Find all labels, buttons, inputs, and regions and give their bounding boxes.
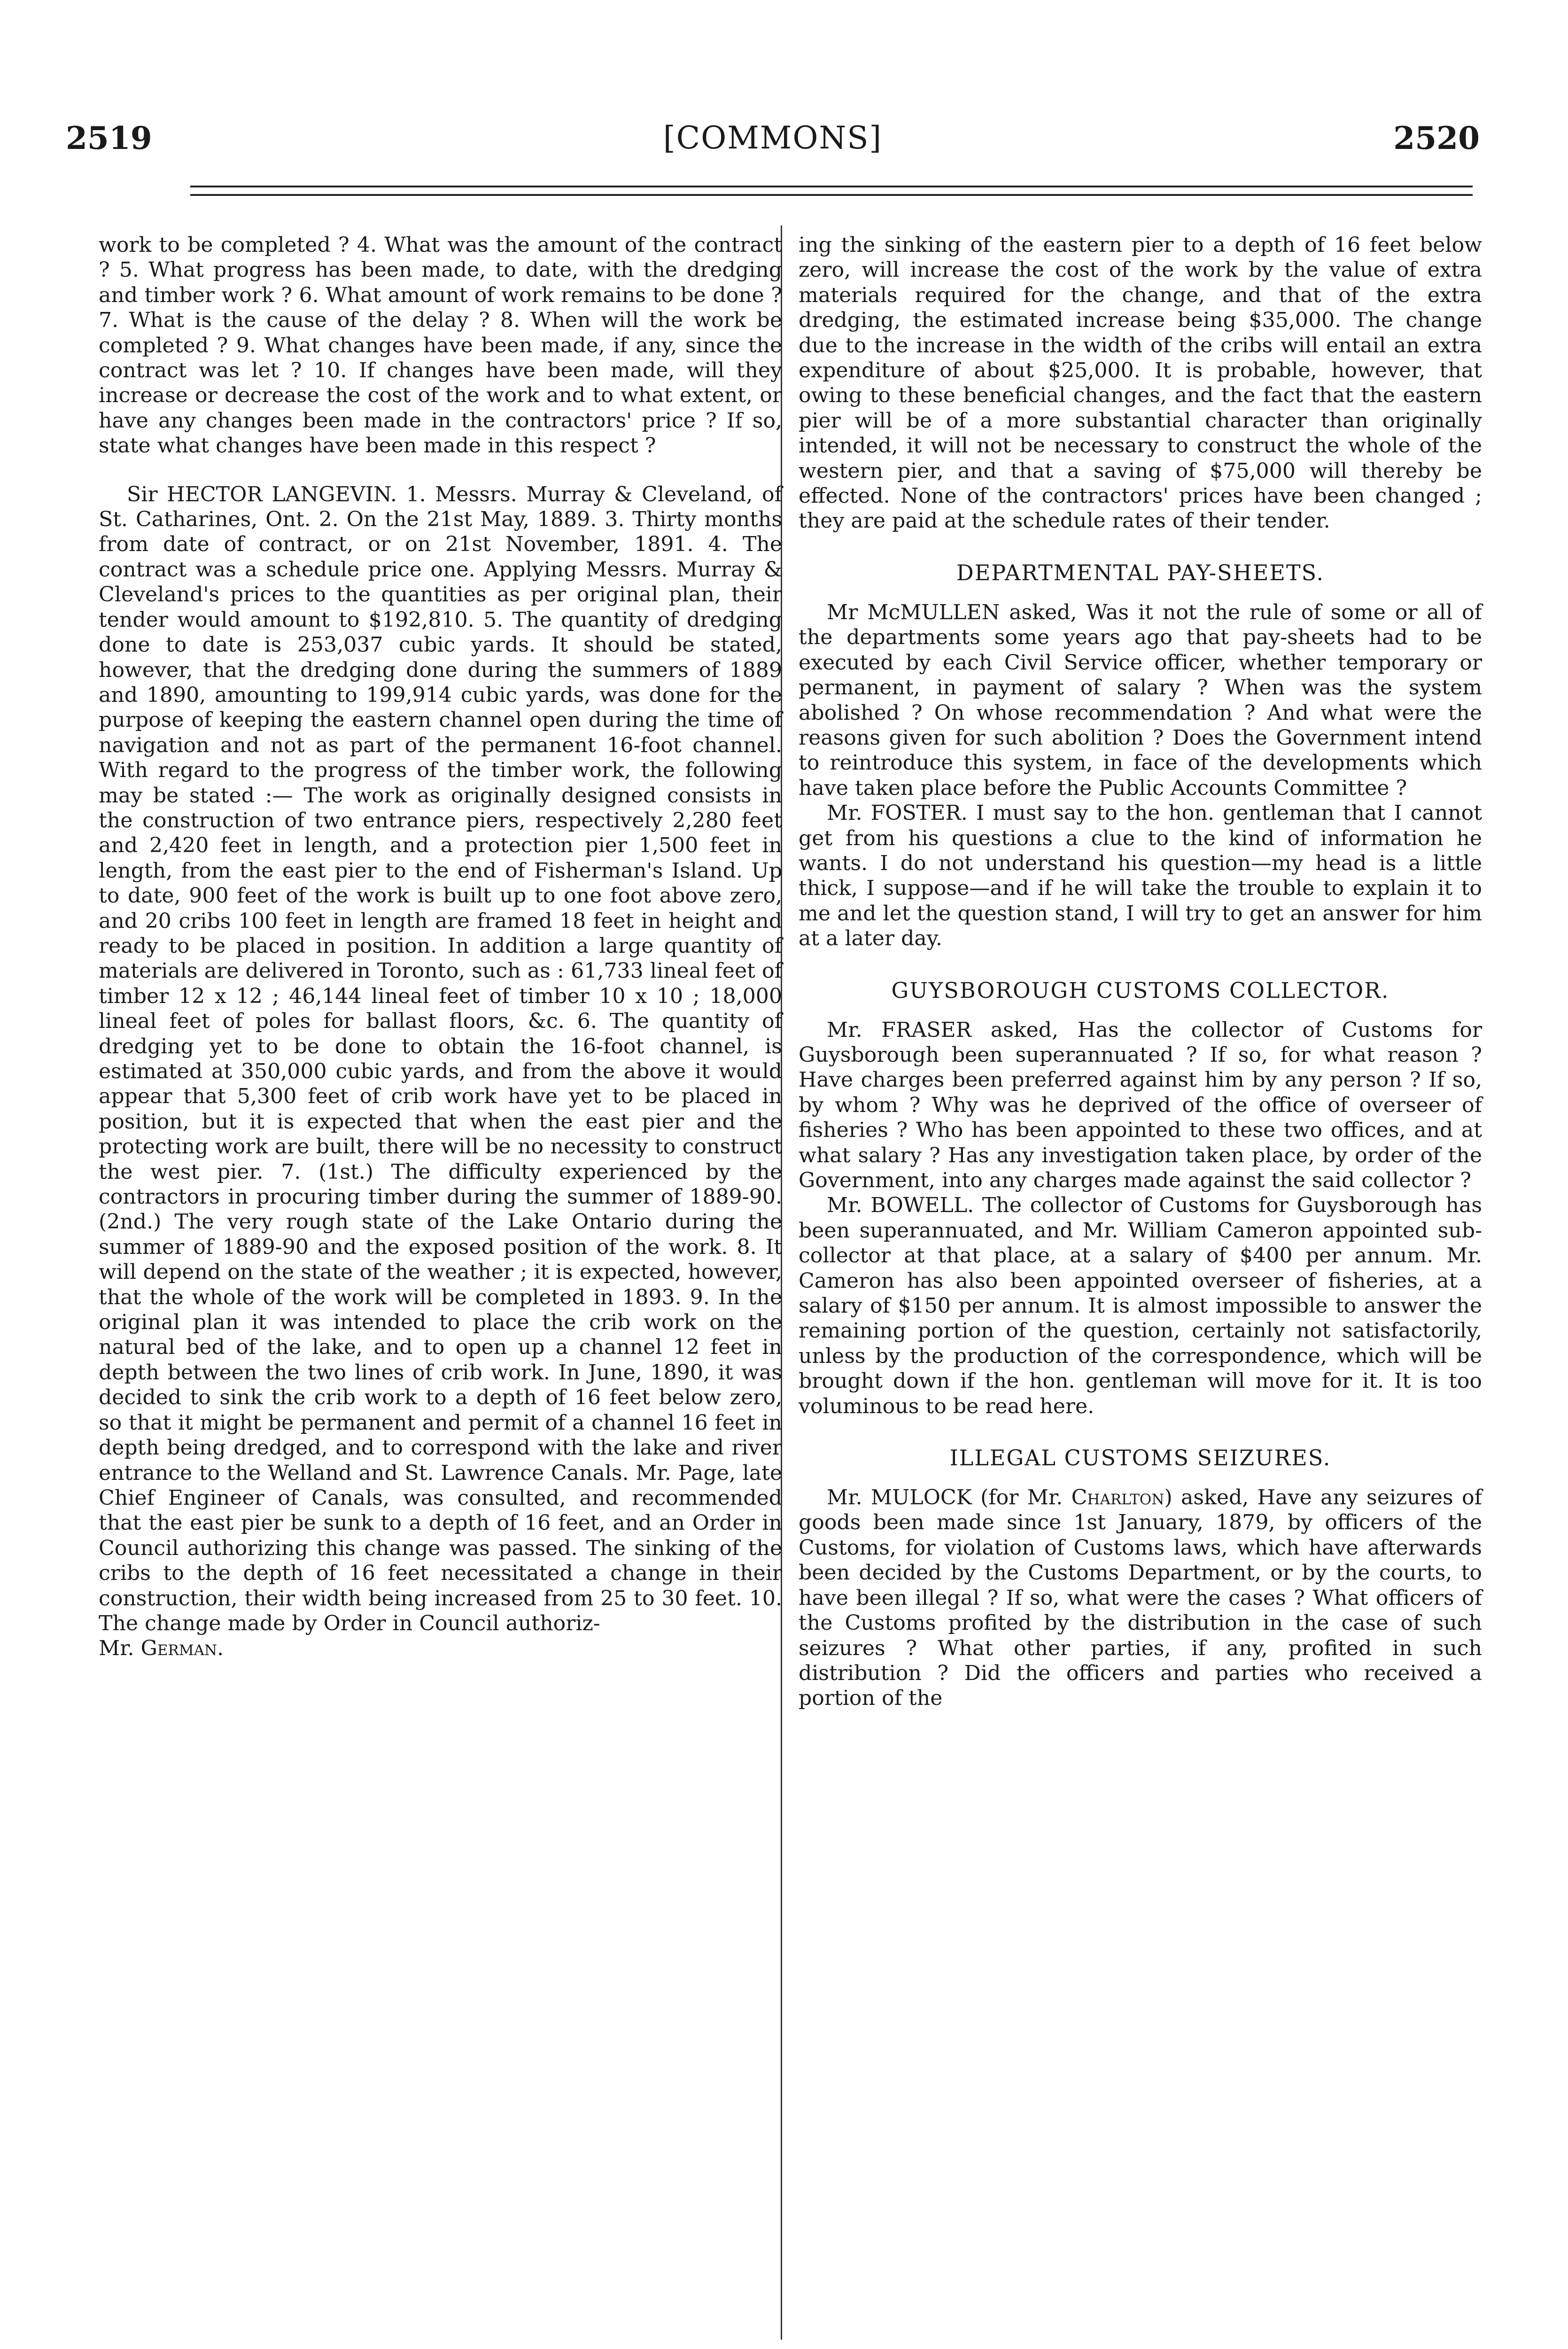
mulock-question [799, 1485, 1482, 1711]
signoff-name: German. [140, 1636, 224, 1661]
signoff [99, 1636, 782, 1661]
right-page-number: 2520 [1393, 120, 1480, 156]
left-page-number: 2519 [66, 120, 152, 156]
fraser-question: Mr. FRASER asked, Has the collector of Customs for Guysborough been superannuated ? If so, for what reason ? Have charges been preferred against him by any person ? If so, by whom ? Why was he deprived of the office of overseer of fisheries ? Who has been appointed to these two offices, and at what salary ? Has any investigation taken place, by order of the Government, into any charges made against the said collector ? [799, 1018, 1482, 1192]
left-column [99, 233, 782, 1661]
header-rule-top [190, 186, 1473, 187]
foster-answer: Mr. FOSTER. I must say to the hon. gentleman that I cannot get from his questions a clue to the kind of information he wants. I do not understand his question—my head is a little thick, I suppose—and if he will take the trouble to explain it to me and let the question stand, I will try to get an answer for him at a later day. [799, 801, 1482, 951]
page-header [66, 120, 1480, 162]
mulock-rest: ) asked, Have any seizures of goods been made since 1st January, 1879, by officers of the Customs, for violation of Customs laws, which have afterwards been decided by the Customs Department, or by the courts, to have been illegal ? If so, what were the cases ? What officers of the Customs profited by the distribution in the case of such seizures ? What other parties, if any, profited in such distribution ? Did the officers and parties who received a portion of the [799, 1486, 1482, 1711]
mcmullen-question: Mr McMULLEN asked, Was it not the rule of some or all of the departments some years ago that pay-sheets had to be executed by each Civil Service officer, whether temporary or permanent, in payment of salary ? When was the system abolished ? On whose recommendation ? And what were the reasons given for such abolition ? Does the Government intend to reintroduce this system, in face of the developments which have taken place before the Public Accounts Committee ? [799, 600, 1482, 800]
answer-continuation: ing the sinking of the eastern pier to a depth of 16 feet below zero, will increase the cost of the work by the value of extra materials required for the change, and that of the extra dredging, the estimated increase being $35,000. The change due to the increase in the width of the cribs will entail an extra expenditure of about $25,000. It is probable, however, that owing to these beneficial changes, and the fact that the eastern pier will be of a more substantial character than originally intended, it will not be necessary to construct the whole of the western pier, and that a saving of $75,000 will thereby be effected. None of the contractors' prices have been changed ; they are paid at the schedule rates of their tender. [799, 233, 1482, 533]
question-continuation: work to be completed ? 4. What was the amount of the contract ? 5. What progress has been made, to date, with the dredging and timber work ? 6. What amount of work remains to be done ? 7. What is the cause of the delay ? 8. When will the work be completed ? 9. What changes have been made, if any, since the contract was let ? 10. If changes have been made, will they increase or decrease the cost of the work and to what extent, or have any changes been made in the contractors' price ? If so, state what changes have been made in this respect ? [99, 233, 782, 458]
right-column [799, 233, 1482, 1711]
langevin-answer: Sir HECTOR LANGEVIN. 1. Messrs. Murray & Cleveland, of St. Catharines, Ont. 2. On the 21st May, 1889. 3. Thirty months from date of contract, or on 21st November, 1891. 4. The contract was a schedule price one. Applying Messrs. Murray & Cleveland's prices to the quantities as per original plan, their tender would amount to $192,810. 5. The quantity of dredging done to date is 253,037 cubic yards. It should be stated, however, that the dredging done during the summers of 1889 and 1890, amounting to 199,914 cubic yards, was done for the purpose of keeping the eastern channel open during the time of navigation and not as part of the permanent 16-foot channel. With regard to the progress of the timber work, the following may be stated :— The work as originally designed consists in the construction of two entrance piers, respectively 2,280 feet and 2,420 feet in length, and a protection pier 1,500 feet in length, from the east pier to the end of Fisherman's Island. Up to date, 900 feet of the work is built up to one foot above zero, and 20 cribs 100 feet in length are framed 18 feet in height and ready to be placed in position. In addition a large quantity of materials are delivered in Toronto, such as : 61,733 lineal feet of timber 12 x 12 ; 46,144 lineal feet of timber 10 x 10 ; 18,000 lineal feet of poles for ballast floors, &c. 6. The quantity of dredging yet to be done to obtain the 16-foot channel, is estimated at 350,000 cubic yards, and from the above it would appear that 5,300 feet of crib work have yet to be placed in position, but it is expected that when the east pier and the protecting work are built, there will be no necessity to construct the west pier. 7. (1st.) The difficulty experienced by the contractors in procuring timber during the summer of 1889-90. (2nd.) The very rough state of the Lake Ontario during the summer of 1889-90 and the exposed position of the work. 8. It will depend on the state of the weather ; it is expected, however, that the whole of the work will be completed in 1893. 9. In the original plan it was intended to place the crib work on the natural bed of the lake, and to open up a channel 12 feet in depth between the two lines of crib work. In June, 1890, it was decided to sink the crib work to a depth of 16 feet below zero, so that it might be permanent and permit of a channel 16 feet in depth being dredged, and to correspond with the lake and river entrance to the Welland and St. Lawrence Canals. Mr. Page, late Chief Engineer of Canals, was consulted, and recommended that the east pier be sunk to a depth of 16 feet, and an Order in Council authorizing this change was passed. The sinking of the cribs to the depth of 16 feet necessitated a change in their construction, their width being increased from 25 to 30 feet. 10. The change made by Order in Council authoriz- [99, 482, 782, 1635]
heading-illegal-customs-seizures: ILLEGAL CUSTOMS SEIZURES. [949, 1445, 1331, 1471]
signoff-prefix: Mr. [99, 1636, 141, 1661]
mulock-prefix: Mr. MULOCK (for Mr. [827, 1486, 1071, 1510]
heading-departmental-pay-sheets: DEPARTMENTAL PAY-SHEETS. [956, 560, 1325, 585]
running-title: [COMMONS] [663, 120, 883, 156]
header-rule-bottom [190, 194, 1473, 196]
heading-guysborough-customs-collector: GUYSBOROUGH CUSTOMS COLLECTOR. [891, 977, 1389, 1003]
charlton-name: Charlton [1071, 1486, 1164, 1510]
bowell-answer: Mr. BOWELL. The collector of Customs for Guysborough has been superannuated, and Mr. William Cameron appointed sub-collector at that place, at a salary of $400 per annum. Mr. Cameron has also been appointed overseer of fisheries, at a salary of $150 per annum. It is almost impossible to answer the remaining portion of the question, certainly not satisfactorily, unless by the production of the correspondence, which will be brought down if the hon. gentleman will move for it. It is too voluminous to be read here. [799, 1193, 1482, 1418]
